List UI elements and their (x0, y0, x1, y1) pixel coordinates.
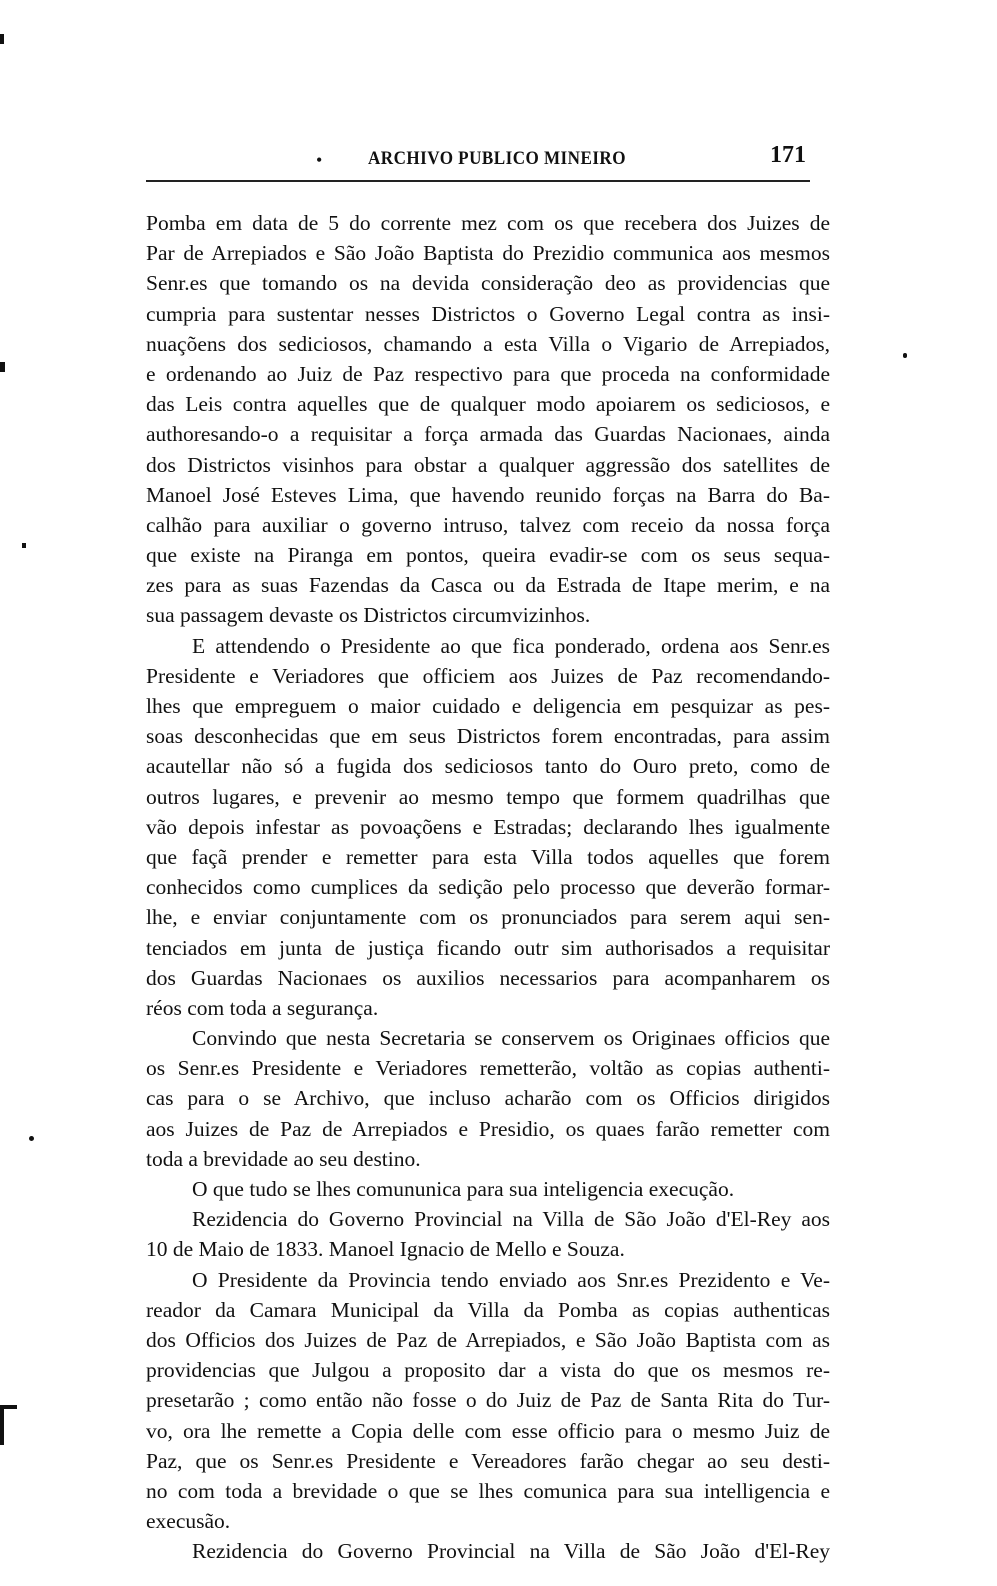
text-line: no com toda a brevidade o que se lhes comunica para sua intelligencia e (146, 1478, 830, 1503)
text-line: zes para as suas Fazendas da Casca ou da Estrada de Itape merim, e na (146, 573, 830, 598)
scan-mark (0, 1405, 4, 1445)
page-header (146, 140, 810, 180)
text-line: vo, ora lhe remette a Copia delle com esse officio para o mesmo Juiz de (146, 1418, 830, 1443)
text-line: que façã prender e remetter para esta Villa todos aquelles que forem (146, 844, 830, 869)
text-line: dos Officios dos Juizes de Paz de Arrepiados, e São João Baptista com as (146, 1327, 830, 1352)
text-line: tenciados em junta de justiça ficando outr sim authorisados a requisitar (146, 935, 830, 960)
text-line: aos Juizes de Paz de Arrepiados e Presidio, os quaes farão remetter com (146, 1116, 830, 1141)
text-line: outros lugares, e prevenir ao mesmo tempo que formem quadrilhas que (146, 784, 830, 809)
text-line: execusão. (146, 1509, 231, 1534)
text-line: Manoel José Esteves Lima, que havendo reunido forças na Barra do Ba- (146, 482, 830, 507)
text-line: Senr.es que tomando os na devida consideração deo as providencias que (146, 271, 830, 296)
text-line: soas desconhecidas que em seus Districtos forem encontradas, para assim (146, 724, 830, 749)
text-line: cumpria para sustentar nesses Districtos o Governo Legal contra as insi- (146, 301, 830, 326)
text-line: presetarão ; como então não fosse o do Juiz de Paz de Santa Rita do Tur- (146, 1388, 830, 1413)
text-line: réos com toda a segurança. (146, 995, 379, 1020)
text-line: lhe, e enviar conjuntamente com os pronunciados para serem aqui sen- (146, 905, 830, 930)
text-line: os Senr.es Presidente e Veriadores remetterão, voltão as copias authenti- (146, 1056, 830, 1081)
text-line: Convindo que nesta Secretaria se conservem os Originaes officios que (192, 1026, 830, 1051)
text-line: providencias que Julgou a proposito dar a vista do que os mesmos re- (146, 1358, 830, 1383)
text-line: O que tudo se lhes comununica para sua inteligencia execução. (192, 1177, 735, 1201)
text-line: Par de Arrepiados e São João Baptista do Prezidio communica aos mesmos (146, 241, 830, 266)
text-line: lhes que empreguem o maior cuidado e deligencia em pesquizar as pes- (146, 694, 830, 718)
running-title: ARCHIVO PUBLICO MINEIRO (368, 148, 626, 169)
text-line: que existe na Piranga em pontos, queira evadir-se com os seus sequa- (146, 543, 830, 568)
scan-mark (0, 362, 5, 372)
text-line: dos Districtos visinhos para obstar a qualquer aggressão dos satellites de (146, 452, 830, 477)
text-line: Rezidencia do Governo Provincial na Villa de São João d'El-Rey (192, 1539, 830, 1564)
text-line: Rezidencia do Governo Provincial na Villa de São João d'El-Rey aos (192, 1207, 830, 1232)
text-line: E attendendo o Presidente ao que fica ponderado, ordena aos Senr.es (192, 633, 830, 658)
text-line: dos Guardas Nacionaes os auxilios necessarios para acompanharem os (146, 965, 830, 990)
scan-mark (22, 543, 26, 548)
text-line: nuaçõens dos sediciosos, chamando a esta Villa o Vigario de Arrepiados, (146, 331, 830, 356)
scan-mark (903, 353, 907, 358)
header-rule (146, 180, 810, 182)
body-text (146, 208, 830, 1564)
text-line: conhecidos como cumplices da sedição pelo processo que deverão formar- (146, 875, 830, 900)
text-line: acautellar não só a fugida dos sediciosos tanto do Ouro preto, como de (146, 754, 830, 779)
text-line: reador da Camara Municipal da Villa da Pomba as copias authenticas (146, 1297, 830, 1322)
text-line: vão depois infestar as povoaçõens e Estradas; declarando lhes igualmente (146, 814, 830, 839)
page-number: 171 (770, 142, 806, 168)
text-line: sua passagem devaste os Districtos circumvizinhos. (146, 603, 591, 628)
text-line: Presidente e Veriadores que officiem aos Juizes de Paz recomendando- (146, 663, 830, 688)
text-line: das Leis contra aquelles que de qualquer modo apoiarem os sediciosos, e (146, 392, 830, 417)
scan-mark (0, 34, 4, 44)
text-line: toda a brevidade ao seu destino. (146, 1146, 421, 1171)
header-dot: • (316, 150, 323, 170)
text-line: 10 de Maio de 1833. Manoel Ignacio de Mello e Souza. (146, 1237, 625, 1262)
text-line: e ordenando ao Juiz de Paz respectivo para que proceda na conformidade (146, 361, 830, 386)
text-line: O Presidente da Provincia tendo enviado aos Snr.es Prezidento e Ve- (192, 1267, 830, 1292)
text-line: Pomba em data de 5 do corrente mez com os que recebera dos Juizes de (146, 211, 830, 235)
text-line: cas para o se Archivo, que incluso acharão com os Officios dirigidos (146, 1086, 830, 1111)
text-line: authoresando-o a requisitar a força armada das Guardas Nacionaes, ainda (146, 422, 830, 447)
text-line: Paz, que os Senr.es Presidente e Vereadores farão chegar ao seu desti- (146, 1448, 830, 1473)
scan-mark (29, 1136, 34, 1141)
text-line: calhão para auxiliar o governo intruso, talvez com receio da nossa força (146, 512, 830, 537)
